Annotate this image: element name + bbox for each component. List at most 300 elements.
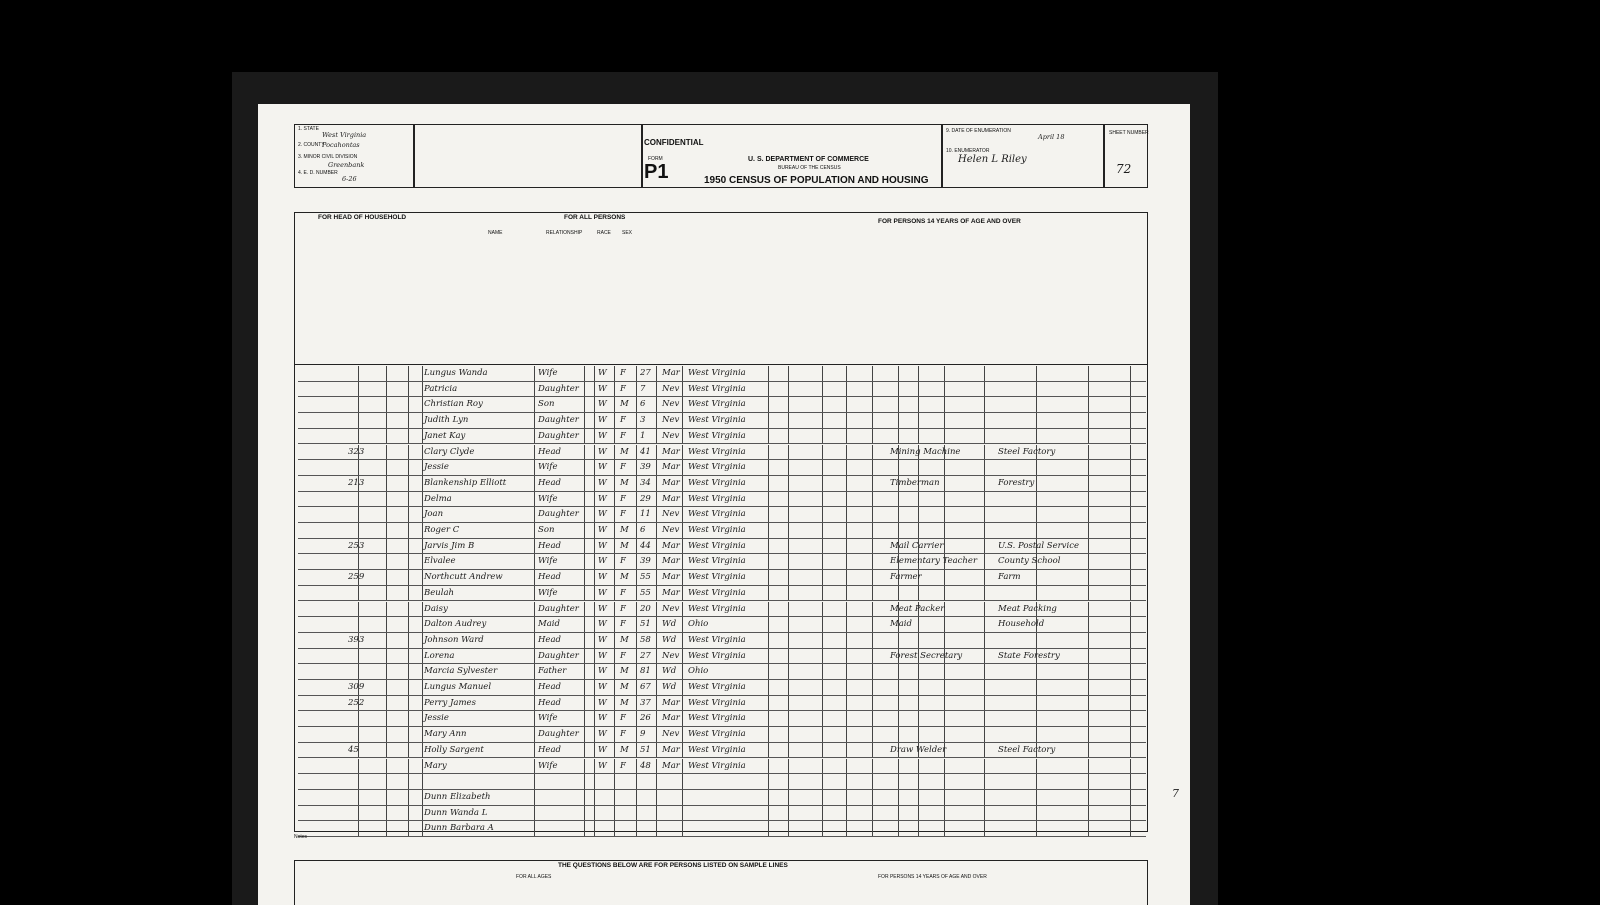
column-divider: [944, 790, 945, 805]
column-divider: [1130, 696, 1131, 711]
column-divider: [358, 790, 359, 805]
cell-born: West Virginia: [688, 729, 746, 740]
column-divider: [788, 492, 789, 507]
column-divider: [682, 429, 683, 444]
cell-sex: F: [620, 650, 626, 661]
cell-born: Ohio: [688, 666, 709, 677]
all-persons-header: FOR ALL PERSONS: [564, 214, 626, 221]
column-divider: [918, 586, 919, 601]
column-divider: [594, 554, 595, 569]
column-divider: [534, 602, 535, 617]
column-divider: [636, 366, 637, 381]
column-divider: [422, 507, 423, 522]
column-divider: [1036, 397, 1037, 412]
column-divider: [584, 445, 585, 460]
column-divider: [656, 476, 657, 491]
cell-occ: Mail Carrier: [890, 540, 944, 551]
cell-rel: Son: [538, 525, 555, 535]
column-divider: [408, 711, 409, 726]
column-divider: [1130, 602, 1131, 617]
column-divider: [984, 743, 985, 758]
column-divider: [872, 429, 873, 444]
column-divider: [682, 664, 683, 679]
cell-age: 37: [640, 697, 651, 708]
cell-name: Lungus Manuel: [424, 682, 492, 692]
cell-sex: F: [620, 383, 626, 394]
column-divider: [768, 696, 769, 711]
column-divider: [872, 445, 873, 460]
column-divider: [534, 570, 535, 585]
cell-ms: Mar: [662, 556, 680, 567]
column-divider: [534, 617, 535, 632]
table-row: [298, 445, 1146, 461]
district-value: Greenbank: [328, 161, 365, 169]
cell-age: 39: [640, 556, 651, 567]
column-divider: [944, 821, 945, 836]
table-row: [298, 460, 1146, 476]
column-divider: [358, 711, 359, 726]
column-divider: [1130, 476, 1131, 491]
column-divider: [534, 649, 535, 664]
column-divider: [846, 366, 847, 381]
column-divider: [584, 790, 585, 805]
cell-age: 48: [640, 760, 651, 771]
column-divider: [682, 413, 683, 428]
column-divider: [768, 727, 769, 742]
column-divider: [422, 696, 423, 711]
column-divider: [918, 413, 919, 428]
cell-sex: F: [620, 368, 626, 378]
column-divider: [422, 806, 423, 821]
column-divider: [614, 397, 615, 412]
column-divider: [594, 806, 595, 821]
column-divider: [682, 821, 683, 836]
column-divider: [984, 664, 985, 679]
column-divider: [872, 821, 873, 836]
cell-born: West Virginia: [688, 446, 746, 457]
column-divider: [682, 554, 683, 569]
column-divider: [614, 680, 615, 695]
column-divider: [846, 554, 847, 569]
cell-ms: Wd: [662, 682, 677, 692]
cell-born: West Virginia: [688, 493, 746, 504]
column-divider: [1130, 821, 1131, 836]
column-divider: [358, 821, 359, 836]
column-divider: [408, 617, 409, 632]
cell-age: 3: [640, 415, 646, 426]
column-divider: [534, 727, 535, 742]
cell-ind: Farm: [998, 572, 1021, 583]
column-divider: [768, 413, 769, 428]
cell-name: Judith Lyn: [424, 415, 469, 426]
table-row: [298, 382, 1146, 398]
column-divider: [768, 554, 769, 569]
table-row: [298, 554, 1146, 570]
column-divider: [1088, 790, 1089, 805]
cell-age: 51: [640, 744, 651, 755]
cell-sex: F: [620, 619, 626, 630]
cell-race: W: [598, 603, 607, 614]
column-divider: [984, 602, 985, 617]
column-divider: [822, 602, 823, 617]
column-divider: [358, 727, 359, 742]
column-divider: [984, 492, 985, 507]
column-divider: [614, 460, 615, 475]
table-row: [298, 586, 1146, 602]
column-divider: [846, 539, 847, 554]
column-divider: [846, 790, 847, 805]
column-divider: [872, 413, 873, 428]
column-divider: [944, 617, 945, 632]
column-divider: [656, 570, 657, 585]
column-divider: [788, 539, 789, 554]
column-divider: [386, 476, 387, 491]
column-divider: [614, 445, 615, 460]
column-divider: [1088, 774, 1089, 789]
cell-occ: Farmer: [890, 572, 922, 583]
column-divider: [594, 507, 595, 522]
column-divider: [872, 539, 873, 554]
column-divider: [918, 790, 919, 805]
table-row: [298, 696, 1146, 712]
cell-name: Daisy: [424, 603, 448, 614]
table-row: [298, 759, 1146, 775]
column-divider: [408, 743, 409, 758]
cell-sex: M: [620, 682, 629, 692]
column-divider: [422, 570, 423, 585]
cell-race: W: [598, 713, 607, 724]
column-divider: [944, 476, 945, 491]
column-divider: [422, 821, 423, 836]
column-divider: [984, 586, 985, 601]
column-divider: [872, 759, 873, 774]
column-divider: [636, 539, 637, 554]
cell-race: W: [598, 415, 607, 426]
cell-rel: Head: [538, 634, 561, 645]
column-divider: [656, 382, 657, 397]
column-divider: [898, 759, 899, 774]
column-divider: [984, 759, 985, 774]
column-divider: [984, 821, 985, 836]
column-divider: [944, 586, 945, 601]
column-divider: [534, 429, 535, 444]
column-divider: [984, 460, 985, 475]
cell-occ: Forest Secretary: [890, 650, 963, 661]
column-divider: [918, 523, 919, 538]
column-divider: [872, 696, 873, 711]
cell-rel: Wife: [538, 713, 558, 724]
column-divider: [594, 821, 595, 836]
column-divider: [656, 696, 657, 711]
column-divider: [594, 696, 595, 711]
table-row: [298, 602, 1146, 618]
column-divider: [768, 382, 769, 397]
column-divider: [768, 743, 769, 758]
column-divider: [1088, 460, 1089, 475]
column-divider: [386, 806, 387, 821]
cell-race: W: [598, 666, 607, 677]
cell-sex: F: [620, 430, 626, 441]
column-divider: [422, 366, 423, 381]
column-divider: [788, 727, 789, 742]
column-divider: [1088, 507, 1089, 522]
column-divider: [636, 821, 637, 836]
district-label: 3. MINOR CIVIL DIVISION: [298, 154, 358, 160]
column-divider: [682, 586, 683, 601]
column-divider: [386, 743, 387, 758]
column-divider: [422, 413, 423, 428]
cell-name: Mary Ann: [424, 729, 467, 740]
column-divider: [768, 774, 769, 789]
column-divider: [944, 711, 945, 726]
column-divider: [408, 366, 409, 381]
column-divider: [984, 382, 985, 397]
column-divider: [656, 649, 657, 664]
column-divider: [768, 821, 769, 836]
column-divider: [614, 711, 615, 726]
column-divider: [584, 711, 585, 726]
column-divider: [534, 759, 535, 774]
column-divider: [846, 445, 847, 460]
column-divider: [656, 617, 657, 632]
column-divider: [358, 806, 359, 821]
column-divider: [594, 476, 595, 491]
column-divider: [1088, 680, 1089, 695]
cell-rel: Wife: [538, 556, 558, 567]
cell-age: 9: [640, 729, 646, 740]
column-divider: [534, 711, 535, 726]
column-divider: [682, 397, 683, 412]
cell-race: W: [598, 446, 607, 457]
column-divider: [1088, 586, 1089, 601]
column-divider: [614, 774, 615, 789]
column-divider: [584, 539, 585, 554]
cell-born: Ohio: [688, 619, 709, 630]
column-divider: [984, 680, 985, 695]
column-divider: [1036, 696, 1037, 711]
column-divider: [682, 759, 683, 774]
column-divider: [358, 523, 359, 538]
cell-rel: Wife: [538, 462, 558, 473]
column-divider: [386, 492, 387, 507]
column-divider: [408, 413, 409, 428]
column-divider: [984, 727, 985, 742]
column-divider: [636, 602, 637, 617]
column-divider: [984, 507, 985, 522]
column-divider: [358, 586, 359, 601]
column-divider: [534, 806, 535, 821]
column-divider: [822, 523, 823, 538]
column-divider: [614, 664, 615, 679]
cell-sex: F: [620, 415, 626, 426]
column-divider: [386, 507, 387, 522]
cell-age: 27: [640, 368, 651, 378]
table-row: [298, 664, 1146, 680]
column-divider: [822, 554, 823, 569]
column-divider: [584, 759, 585, 774]
table-row: [298, 774, 1146, 790]
cell-name: Johnson Ward: [424, 634, 484, 645]
column-divider: [636, 711, 637, 726]
column-divider: [846, 711, 847, 726]
cell-house: 393: [348, 634, 365, 645]
column-divider: [872, 476, 873, 491]
column-divider: [822, 397, 823, 412]
column-divider: [898, 523, 899, 538]
column-divider: [846, 680, 847, 695]
column-divider: [386, 397, 387, 412]
column-divider: [584, 680, 585, 695]
column-divider: [822, 586, 823, 601]
column-divider: [1088, 492, 1089, 507]
column-divider: [422, 759, 423, 774]
cell-race: W: [598, 572, 607, 583]
column-divider: [358, 413, 359, 428]
column-divider: [1036, 680, 1037, 695]
column-divider: [822, 759, 823, 774]
column-divider: [918, 664, 919, 679]
column-divider: [386, 617, 387, 632]
cell-age: 39: [640, 462, 651, 473]
cell-age: 51: [640, 619, 651, 630]
column-divider: [584, 806, 585, 821]
column-divider: [408, 649, 409, 664]
cell-house: 259: [348, 572, 365, 583]
column-divider: [1130, 617, 1131, 632]
cell-name: Northcutt Andrew: [424, 572, 503, 583]
column-divider: [788, 743, 789, 758]
column-divider: [614, 806, 615, 821]
cell-age: 55: [640, 587, 651, 598]
column-divider: [408, 664, 409, 679]
cell-name: Joan: [424, 509, 444, 520]
column-divider: [1088, 759, 1089, 774]
column-divider: [682, 570, 683, 585]
column-divider: [768, 759, 769, 774]
cell-rel: Head: [538, 572, 561, 583]
cell-ms: Nev: [662, 509, 680, 520]
cell-ind: Steel Factory: [998, 744, 1056, 755]
column-divider: [534, 680, 535, 695]
column-divider: [846, 492, 847, 507]
table-row: [298, 680, 1146, 696]
column-divider: [422, 743, 423, 758]
column-divider: [944, 696, 945, 711]
column-divider: [918, 460, 919, 475]
column-divider: [788, 680, 789, 695]
column-divider: [984, 397, 985, 412]
cell-born: West Virginia: [688, 556, 746, 567]
column-divider: [408, 790, 409, 805]
column-divider: [636, 570, 637, 585]
cell-born: West Virginia: [688, 603, 746, 614]
cell-race: W: [598, 383, 607, 394]
column-divider: [534, 492, 535, 507]
column-divider: [408, 382, 409, 397]
column-divider: [534, 539, 535, 554]
column-divider: [1130, 539, 1131, 554]
cell-race: W: [598, 634, 607, 645]
column-divider: [788, 586, 789, 601]
column-divider: [636, 523, 637, 538]
column-divider: [636, 759, 637, 774]
column-divider: [358, 460, 359, 475]
cell-rel: Daughter: [538, 729, 579, 740]
column-divider: [1130, 366, 1131, 381]
column-divider: [788, 570, 789, 585]
column-divider: [656, 523, 657, 538]
column-divider: [386, 413, 387, 428]
column-divider: [636, 790, 637, 805]
column-divider: [1130, 649, 1131, 664]
column-divider: [656, 366, 657, 381]
column-divider: [872, 743, 873, 758]
column-divider: [682, 696, 683, 711]
column-divider: [788, 476, 789, 491]
cell-ind: Forestry: [998, 477, 1035, 488]
column-divider: [1088, 743, 1089, 758]
column-divider: [822, 460, 823, 475]
column-divider: [386, 664, 387, 679]
column-divider: [682, 445, 683, 460]
cell-ms: Wd: [662, 619, 677, 630]
column-divider: [898, 774, 899, 789]
column-divider: [822, 429, 823, 444]
cell-house: 45: [348, 744, 359, 755]
table-row: [298, 649, 1146, 665]
column-divider: [846, 617, 847, 632]
column-divider: [898, 790, 899, 805]
column-divider: [584, 382, 585, 397]
column-divider: [358, 429, 359, 444]
column-divider: [614, 523, 615, 538]
column-divider: [768, 366, 769, 381]
column-divider: [1088, 711, 1089, 726]
column-header-area: [294, 212, 1148, 365]
column-divider: [898, 633, 899, 648]
cell-ms: Mar: [662, 540, 680, 551]
column-divider: [898, 460, 899, 475]
cell-born: West Virginia: [688, 477, 746, 488]
column-divider: [584, 617, 585, 632]
cell-name: Roger C: [424, 525, 460, 535]
column-divider: [682, 523, 683, 538]
column-divider: [944, 727, 945, 742]
cell-sex: M: [620, 540, 629, 551]
column-divider: [788, 759, 789, 774]
cell-age: 44: [640, 540, 651, 551]
relationship-column-header: RELATIONSHIP: [546, 230, 583, 236]
cell-ind: Meat Packing: [998, 603, 1057, 614]
column-divider: [872, 523, 873, 538]
cell-age: 6: [640, 399, 646, 410]
column-divider: [918, 366, 919, 381]
cell-age: 11: [640, 509, 651, 520]
cell-born: West Virginia: [688, 525, 746, 535]
column-divider: [898, 413, 899, 428]
column-divider: [682, 366, 683, 381]
cell-rel: Head: [538, 744, 561, 755]
table-row: [298, 821, 1146, 837]
column-divider: [614, 821, 615, 836]
cell-rel: Wife: [538, 587, 558, 598]
column-divider: [358, 774, 359, 789]
cell-age: 55: [640, 572, 651, 583]
column-divider: [768, 570, 769, 585]
census-sheet: [258, 104, 1190, 905]
column-divider: [422, 617, 423, 632]
column-divider: [656, 806, 657, 821]
